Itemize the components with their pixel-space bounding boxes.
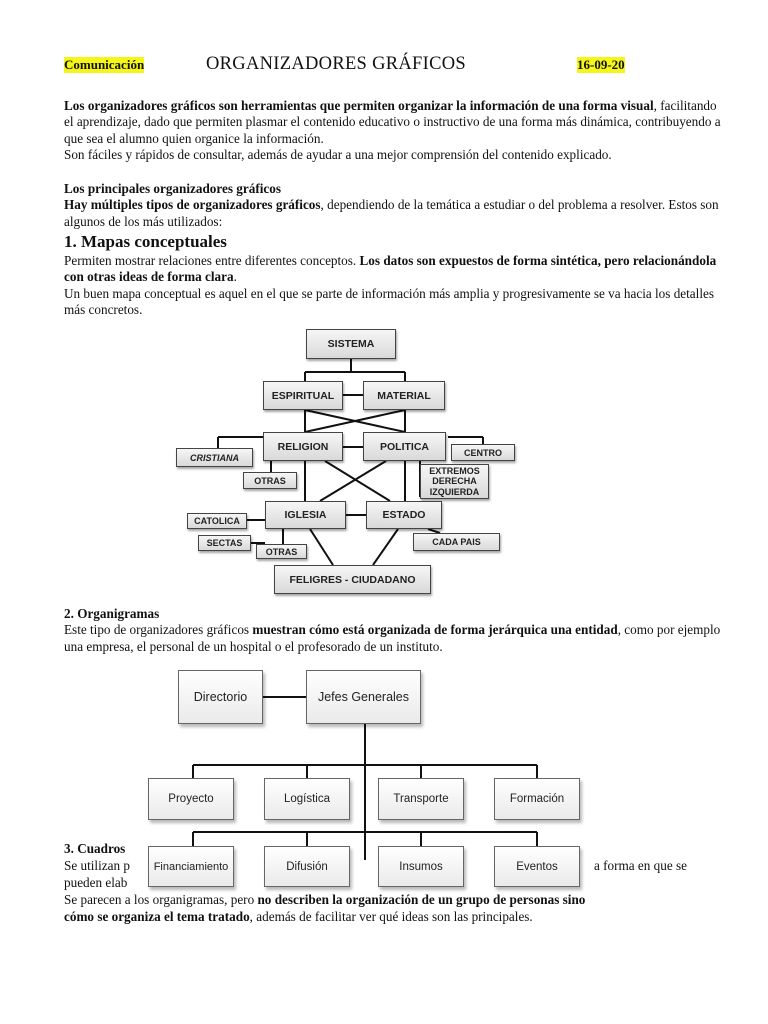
concept-node-iglesia: IGLESIA <box>265 501 346 529</box>
concept-node-estado: ESTADO <box>366 501 442 529</box>
concept-node-politica: POLITICA <box>363 432 446 461</box>
intro-line2: Son fáciles y rápidos de consultar, además de ayudar a una mejor comprensión del contenido explicado. <box>64 147 612 163</box>
principal-bold: Hay múltiples tipos de organizadores gráficos <box>64 197 321 213</box>
concept-node-otras-religion: OTRAS <box>243 472 297 489</box>
subject-label: Comunicación <box>64 57 145 72</box>
intro-text: , facilitando el aprendizaje, dado que permiten plasmar el contenido educativo o instructivo de una forma más dinámica, contribuyendo a que sea el alumno quien organice la información. <box>64 98 721 146</box>
section2-heading: 2. Organigramas <box>64 606 160 621</box>
section1-text: Permiten mostrar relaciones entre diferentes conceptos. <box>64 253 360 268</box>
org-node-proyecto: Proyecto <box>148 778 234 820</box>
concept-node-otras-iglesia: OTRAS <box>256 544 307 559</box>
section2-bold: muestran cómo está organizada de forma jerárquica una entidad <box>252 622 618 638</box>
org-node-jefes-generales: Jefes Generales <box>306 670 421 724</box>
concept-node-cada-pais: CADA PAIS <box>413 533 500 551</box>
page-title: ORGANIZADORES GRÁFICOS <box>206 54 466 74</box>
section3-text: Se parecen a los organigramas, pero <box>64 892 258 907</box>
concept-derecha-line: DERECHA <box>432 476 477 487</box>
section1-title: Mapas conceptuales <box>81 232 227 251</box>
section2-text: Este tipo de organizadores gráficos <box>64 622 253 638</box>
concept-node-cristiana: CRISTIANA <box>176 448 253 467</box>
principal-text: , dependiendo de la temática a estudiar o del problema a resolver. Estos son algunos de los más utilizados: <box>64 197 719 229</box>
org-node-eventos: Eventos <box>494 846 580 887</box>
org-node-transporte: Transporte <box>378 778 464 820</box>
concept-node-material: MATERIAL <box>363 381 445 410</box>
principal-heading: Los principales organizadores gráficos <box>64 181 281 196</box>
org-node-difusion: Difusión <box>264 846 350 887</box>
date-label: 16-09-20 <box>577 57 625 72</box>
concept-node-sectas: SECTAS <box>198 535 251 551</box>
concept-node-espiritual: ESPIRITUAL <box>263 381 343 410</box>
section1-bold: Los datos son expuestos de forma sintética, pero relacionándola con otras ideas de forma clara <box>64 253 717 285</box>
concept-extremos-line: EXTREMOS <box>429 465 480 476</box>
section2-text2: , como por ejemplo una empresa, el personal de un hospital o el profesorado de un instituto. <box>64 622 721 654</box>
section3-line4 <box>64 909 533 925</box>
section3-bold: no describen la organización de un grupo de personas sino <box>257 892 586 907</box>
section3-line1-start: Se utilizan p <box>64 858 130 873</box>
org-node-logistica: Logística <box>264 778 350 820</box>
intro-bold: Los organizadores gráficos son herramientas que permiten organizar la información de una forma visual <box>64 98 654 113</box>
org-node-formacion: Formación <box>494 778 580 820</box>
section1-text2: Un buen mapa conceptual es aquel en el que se parte de información más amplia y progresivamente se va hacia los detalles más concretos. <box>64 285 714 318</box>
section1-period: . <box>233 269 237 285</box>
org-node-insumos: Insumos <box>378 846 464 887</box>
concept-node-catolica: CATOLICA <box>187 513 247 529</box>
section3-line1-end: a forma en que se <box>594 858 688 873</box>
section3-text2: , además de facilitar ver qué ideas son las principales. <box>249 909 533 924</box>
concept-node-feligres: FELIGRES - CIUDADANO <box>274 565 431 594</box>
section3-line2-start: pueden elab <box>64 875 128 890</box>
concept-izquierda-line: IZQUIERDA <box>429 486 480 497</box>
concept-node-religion: RELIGION <box>263 432 343 461</box>
section3-bold2: cómo se organiza el tema tratado <box>64 909 250 924</box>
org-node-financiamiento: Financiamiento <box>148 846 234 887</box>
concept-node-centro: CENTRO <box>451 444 515 461</box>
org-node-directorio: Directorio <box>178 670 263 724</box>
section3-heading: 3. Cuadros <box>64 841 126 856</box>
concept-node-sistema: SISTEMA <box>306 329 396 359</box>
section1-number: 1. <box>64 232 77 251</box>
